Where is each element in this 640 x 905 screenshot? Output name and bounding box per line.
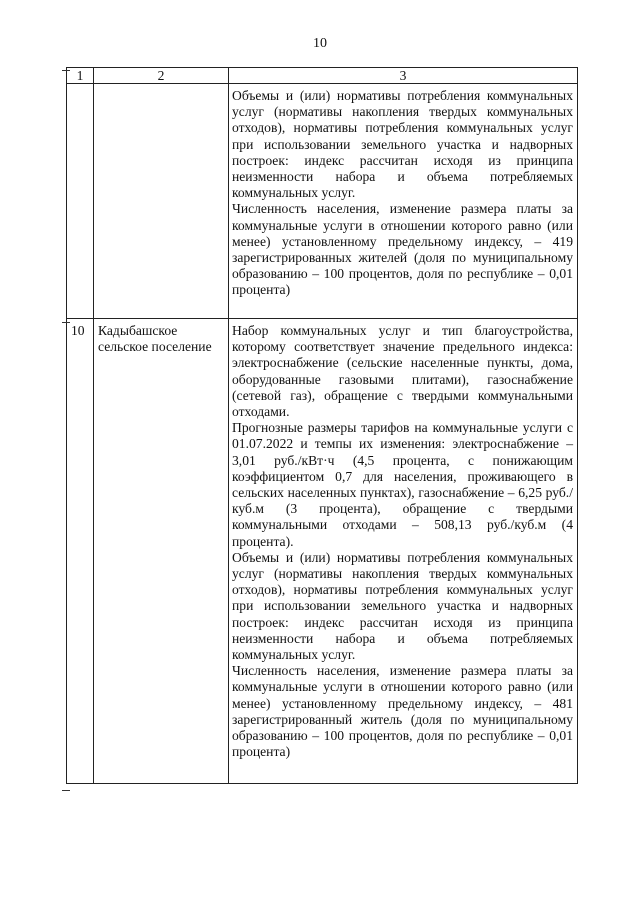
scan-mark xyxy=(62,790,70,791)
paragraph-volumes: Объемы и (или) нормативы потребления коммунальных услуг (нормативы накопления твердых коммунальных отходов), нормативы потребления коммунальных услуг при использовании земельного участка и надворных построек: индекс рассчитан исходя из принципа неизменности набора и объема потребляемых коммунальных услуг. xyxy=(232,88,573,201)
table-row xyxy=(67,319,578,784)
column-header-3: 3 xyxy=(229,68,578,84)
row-description xyxy=(229,84,578,319)
paragraph-population: Численность населения, изменение размера платы за коммунальные услуги в отношении которого равно (или менее) установленному предельному индексу, – 481 зарегистрированный житель (доля по муниципальному образованию – 100 процентов, доля по республике – 0,01 процента) xyxy=(232,663,573,760)
column-header-1: 1 xyxy=(67,68,94,84)
settlement-name xyxy=(94,84,229,319)
scan-mark xyxy=(62,322,70,323)
scan-mark xyxy=(62,70,70,71)
page-number: 10 xyxy=(313,36,327,51)
paragraph-tariffs: Прогнозные размеры тарифов на коммунальные услуги с 01.07.2022 и темпы их изменения: электроснабжение – 3,01 руб./кВт·ч (4,5 процента, с понижающим коэффициентом 0,7 для населения, проживающего в сельских населенных пунктах), газоснабжение – 6,25 руб./куб.м (3 процента), обращение с твердыми коммунальными отходами – 508,13 руб./куб.м (4 процента). xyxy=(232,420,573,549)
paragraph-volumes: Объемы и (или) нормативы потребления коммунальных услуг (нормативы накопления твердых коммунальных отходов), нормативы потребления коммунальных услуг при использовании земельного участка и надворных построек: индекс рассчитан исходя из принципа неизменности набора и объема потребляемых коммунальных услуг. xyxy=(232,549,573,663)
paragraph-services: Набор коммунальных услуг и тип благоустройства, которому соответствует значение предельного индекса: электроснабжение (сельские населенные пункты, дома, оборудованные газовыми плитами), газоснабжение (сетевой газ), обращение с твердыми коммунальными отходами. xyxy=(232,323,573,420)
row-number xyxy=(67,84,94,319)
table-header-row xyxy=(67,68,578,84)
row-number: 10 xyxy=(67,319,94,784)
document-table xyxy=(66,67,578,784)
paragraph-population: Численность населения, изменение размера платы за коммунальные услуги в отношении которого равно (или менее) установленному предельному индексу, – 419 зарегистрированных жителей (доля по муниципальному образованию – 100 процентов, доля по республике – 0,01 процента) xyxy=(232,201,573,298)
row-description xyxy=(229,319,578,784)
settlement-name: Кадыбашское сельское поселение xyxy=(94,319,229,784)
column-header-2: 2 xyxy=(94,68,229,84)
table-row xyxy=(67,84,578,319)
